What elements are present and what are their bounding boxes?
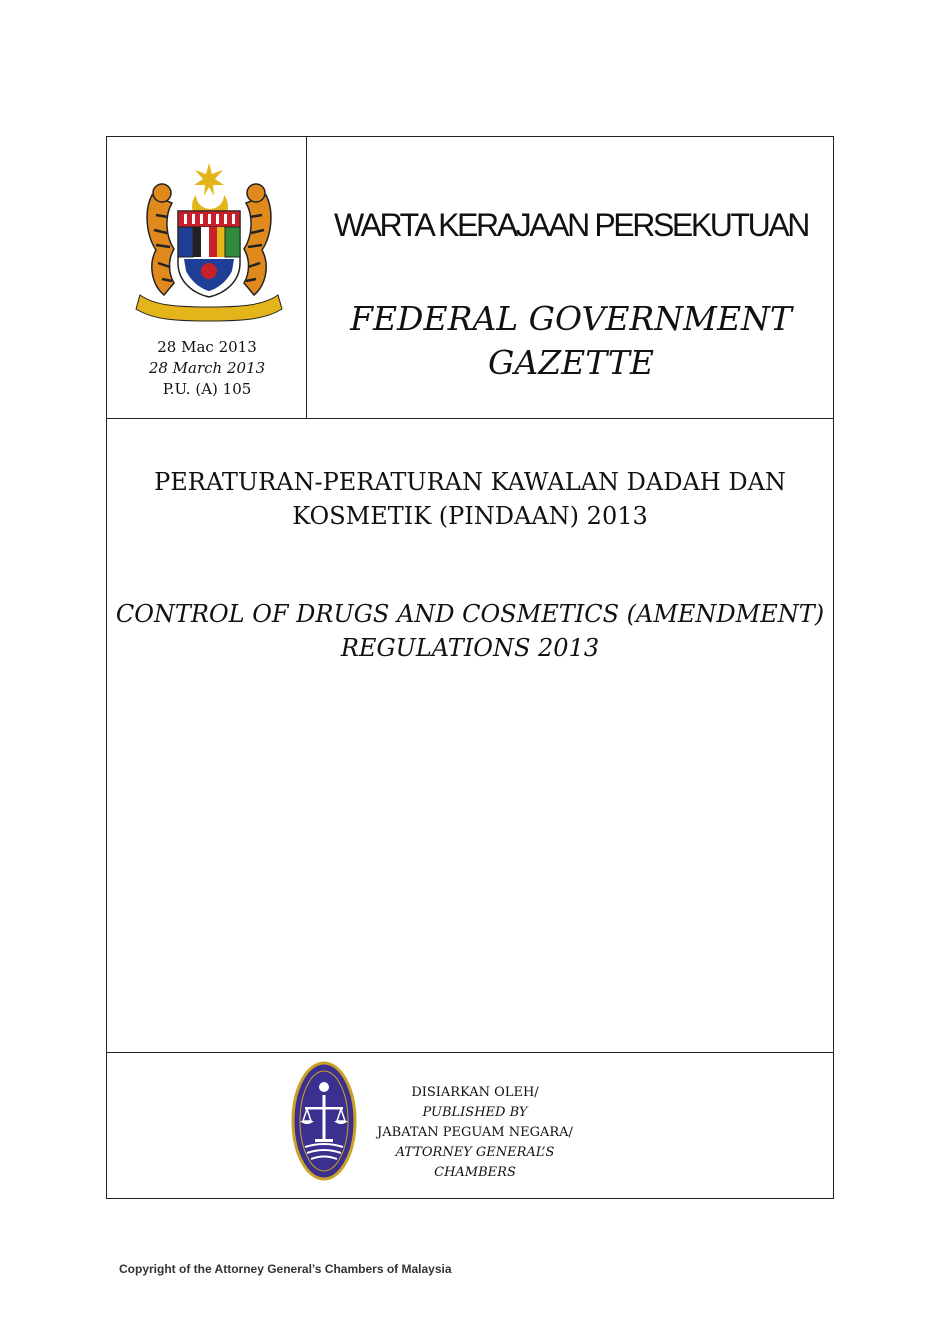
- gazette-title-malay: WARTA KERAJAAN PERSEKUTUAN: [333, 207, 808, 243]
- regulation-title-english-line2: REGULATIONS 2013: [340, 634, 600, 662]
- date-english: 28 March 2013: [148, 359, 266, 377]
- gazette-title-english-line2: GAZETTE: [488, 343, 654, 382]
- header-divider: [107, 418, 833, 419]
- gazette-title-english-line1: FEDERAL GOVERNMENT: [350, 299, 792, 338]
- gazette-metadata: [107, 337, 307, 400]
- publisher-line3: JABATAN PEGUAM NEGARA/: [377, 1125, 573, 1140]
- regulation-title-english: [107, 597, 833, 665]
- gazette-cover-frame: [106, 136, 834, 1199]
- copyright-notice: Copyright of the Attorney General’s Chambers of Malaysia: [119, 1262, 452, 1276]
- regulation-title-malay: [107, 465, 833, 533]
- attorney-general-chambers-logo-icon: [291, 1061, 357, 1181]
- regulation-title-malay-line2: KOSMETIK (PINDAAN) 2013: [292, 502, 648, 530]
- gazette-reference: P.U. (A) 105: [162, 380, 252, 398]
- publisher-line4: ATTORNEY GENERAL’S CHAMBERS: [395, 1145, 555, 1180]
- date-malay: 28 Mac 2013: [157, 338, 257, 356]
- publisher-block: [365, 1083, 585, 1183]
- publisher-line2: PUBLISHED BY: [422, 1105, 528, 1120]
- coat-of-arms-icon: [134, 155, 284, 323]
- regulation-title-english-line1: CONTROL OF DRUGS AND COSMETICS (AMENDMENT): [115, 600, 825, 628]
- gazette-title-english: [307, 297, 835, 385]
- regulation-title-malay-line1: PERATURAN-PERATURAN KAWALAN DADAH DAN: [154, 468, 786, 496]
- publisher-line1: DISIARKAN OLEH/: [411, 1085, 539, 1100]
- footer-divider: [107, 1052, 833, 1053]
